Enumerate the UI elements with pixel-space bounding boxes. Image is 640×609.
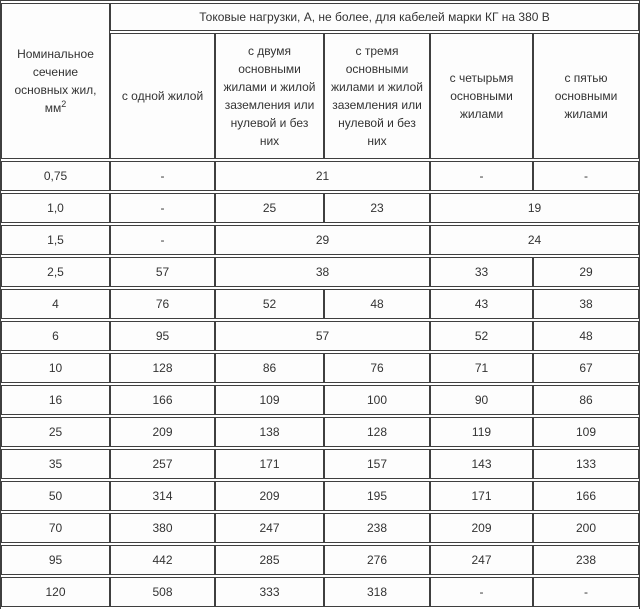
column-header-two-cores: с двумя основными жилами и жилой заземления или нулевой и без них xyxy=(215,33,324,159)
value-cell: 238 xyxy=(533,545,639,575)
table-row xyxy=(1,449,639,479)
value-cell: 86 xyxy=(533,385,639,415)
value-cell: 380 xyxy=(110,513,215,543)
value-cell: 38 xyxy=(215,257,430,287)
value-cell: - xyxy=(430,577,533,607)
value-cell: 276 xyxy=(324,545,430,575)
value-cell: 238 xyxy=(324,513,430,543)
value-cell: 157 xyxy=(324,449,430,479)
value-cell: 90 xyxy=(430,385,533,415)
value-cell: 23 xyxy=(324,193,430,223)
table-row xyxy=(1,3,639,31)
value-cell: 67 xyxy=(533,353,639,383)
table-row xyxy=(1,545,639,575)
value-cell: 25 xyxy=(215,193,324,223)
value-cell: 29 xyxy=(533,257,639,287)
table-row xyxy=(1,353,639,383)
value-cell: 247 xyxy=(215,513,324,543)
row-section-label: 70 xyxy=(1,513,110,543)
value-cell: 508 xyxy=(110,577,215,607)
column-header-three-cores: с тремя основными жилами и жилой заземления или нулевой и без них xyxy=(324,33,430,159)
value-cell: 24 xyxy=(430,225,639,255)
value-cell: 52 xyxy=(215,289,324,319)
value-cell: 76 xyxy=(110,289,215,319)
value-cell: 128 xyxy=(110,353,215,383)
table-row xyxy=(1,289,639,319)
column-header-one-core: с одной жилой xyxy=(110,33,215,159)
value-cell: 19 xyxy=(430,193,639,223)
value-cell: 166 xyxy=(110,385,215,415)
value-cell: 57 xyxy=(215,321,430,351)
value-cell: 48 xyxy=(324,289,430,319)
value-cell: - xyxy=(533,577,639,607)
row-section-label: 0,75 xyxy=(1,161,110,191)
value-cell: 171 xyxy=(430,481,533,511)
value-cell: 247 xyxy=(430,545,533,575)
value-cell: 285 xyxy=(215,545,324,575)
value-cell: 100 xyxy=(324,385,430,415)
value-cell: 128 xyxy=(324,417,430,447)
value-cell: - xyxy=(110,161,215,191)
table-title: Токовые нагрузки, А, не более, для кабелей марки КГ на 380 В xyxy=(110,3,639,31)
row-section-label: 35 xyxy=(1,449,110,479)
value-cell: 314 xyxy=(110,481,215,511)
value-cell: - xyxy=(110,225,215,255)
row-section-label: 50 xyxy=(1,481,110,511)
row-section-label: 10 xyxy=(1,353,110,383)
value-cell: 442 xyxy=(110,545,215,575)
row-section-label: 95 xyxy=(1,545,110,575)
value-cell: - xyxy=(533,161,639,191)
row-section-label: 6 xyxy=(1,321,110,351)
row-section-label: 4 xyxy=(1,289,110,319)
table-row xyxy=(1,257,639,287)
value-cell: 33 xyxy=(430,257,533,287)
value-cell: 109 xyxy=(215,385,324,415)
value-cell: 171 xyxy=(215,449,324,479)
table-row xyxy=(1,193,639,223)
value-cell: 333 xyxy=(215,577,324,607)
value-cell: 43 xyxy=(430,289,533,319)
row-section-label: 25 xyxy=(1,417,110,447)
value-cell: - xyxy=(110,193,215,223)
row-header-cell xyxy=(1,3,110,159)
column-header-four-cores: с четырьмя основными жилами xyxy=(430,33,533,159)
value-cell: 143 xyxy=(430,449,533,479)
table-row xyxy=(1,225,639,255)
value-cell: - xyxy=(430,161,533,191)
table-row xyxy=(1,161,639,191)
value-cell: 48 xyxy=(533,321,639,351)
value-cell: 138 xyxy=(215,417,324,447)
value-cell: 21 xyxy=(215,161,430,191)
row-section-label: 1,0 xyxy=(1,193,110,223)
value-cell: 119 xyxy=(430,417,533,447)
value-cell: 200 xyxy=(533,513,639,543)
table-row xyxy=(1,481,639,511)
row-section-label: 120 xyxy=(1,577,110,607)
value-cell: 38 xyxy=(533,289,639,319)
row-header-label: Номинальное сечение основных жил, мм xyxy=(14,47,97,115)
table-row xyxy=(1,321,639,351)
value-cell: 209 xyxy=(215,481,324,511)
value-cell: 109 xyxy=(533,417,639,447)
value-cell: 86 xyxy=(215,353,324,383)
column-header-five-cores: с пятью основными жилами xyxy=(533,33,639,159)
value-cell: 29 xyxy=(215,225,430,255)
row-section-label: 2,5 xyxy=(1,257,110,287)
value-cell: 71 xyxy=(430,353,533,383)
value-cell: 57 xyxy=(110,257,215,287)
row-section-label: 1,5 xyxy=(1,225,110,255)
table-row xyxy=(1,577,639,607)
value-cell: 318 xyxy=(324,577,430,607)
row-header-superscript: 2 xyxy=(61,99,67,109)
value-cell: 76 xyxy=(324,353,430,383)
value-cell: 209 xyxy=(430,513,533,543)
table-row xyxy=(1,513,639,543)
row-section-label: 16 xyxy=(1,385,110,415)
value-cell: 209 xyxy=(110,417,215,447)
value-cell: 195 xyxy=(324,481,430,511)
table-row xyxy=(1,417,639,447)
value-cell: 52 xyxy=(430,321,533,351)
table-row xyxy=(1,385,639,415)
value-cell: 133 xyxy=(533,449,639,479)
value-cell: 257 xyxy=(110,449,215,479)
value-cell: 166 xyxy=(533,481,639,511)
value-cell: 95 xyxy=(110,321,215,351)
